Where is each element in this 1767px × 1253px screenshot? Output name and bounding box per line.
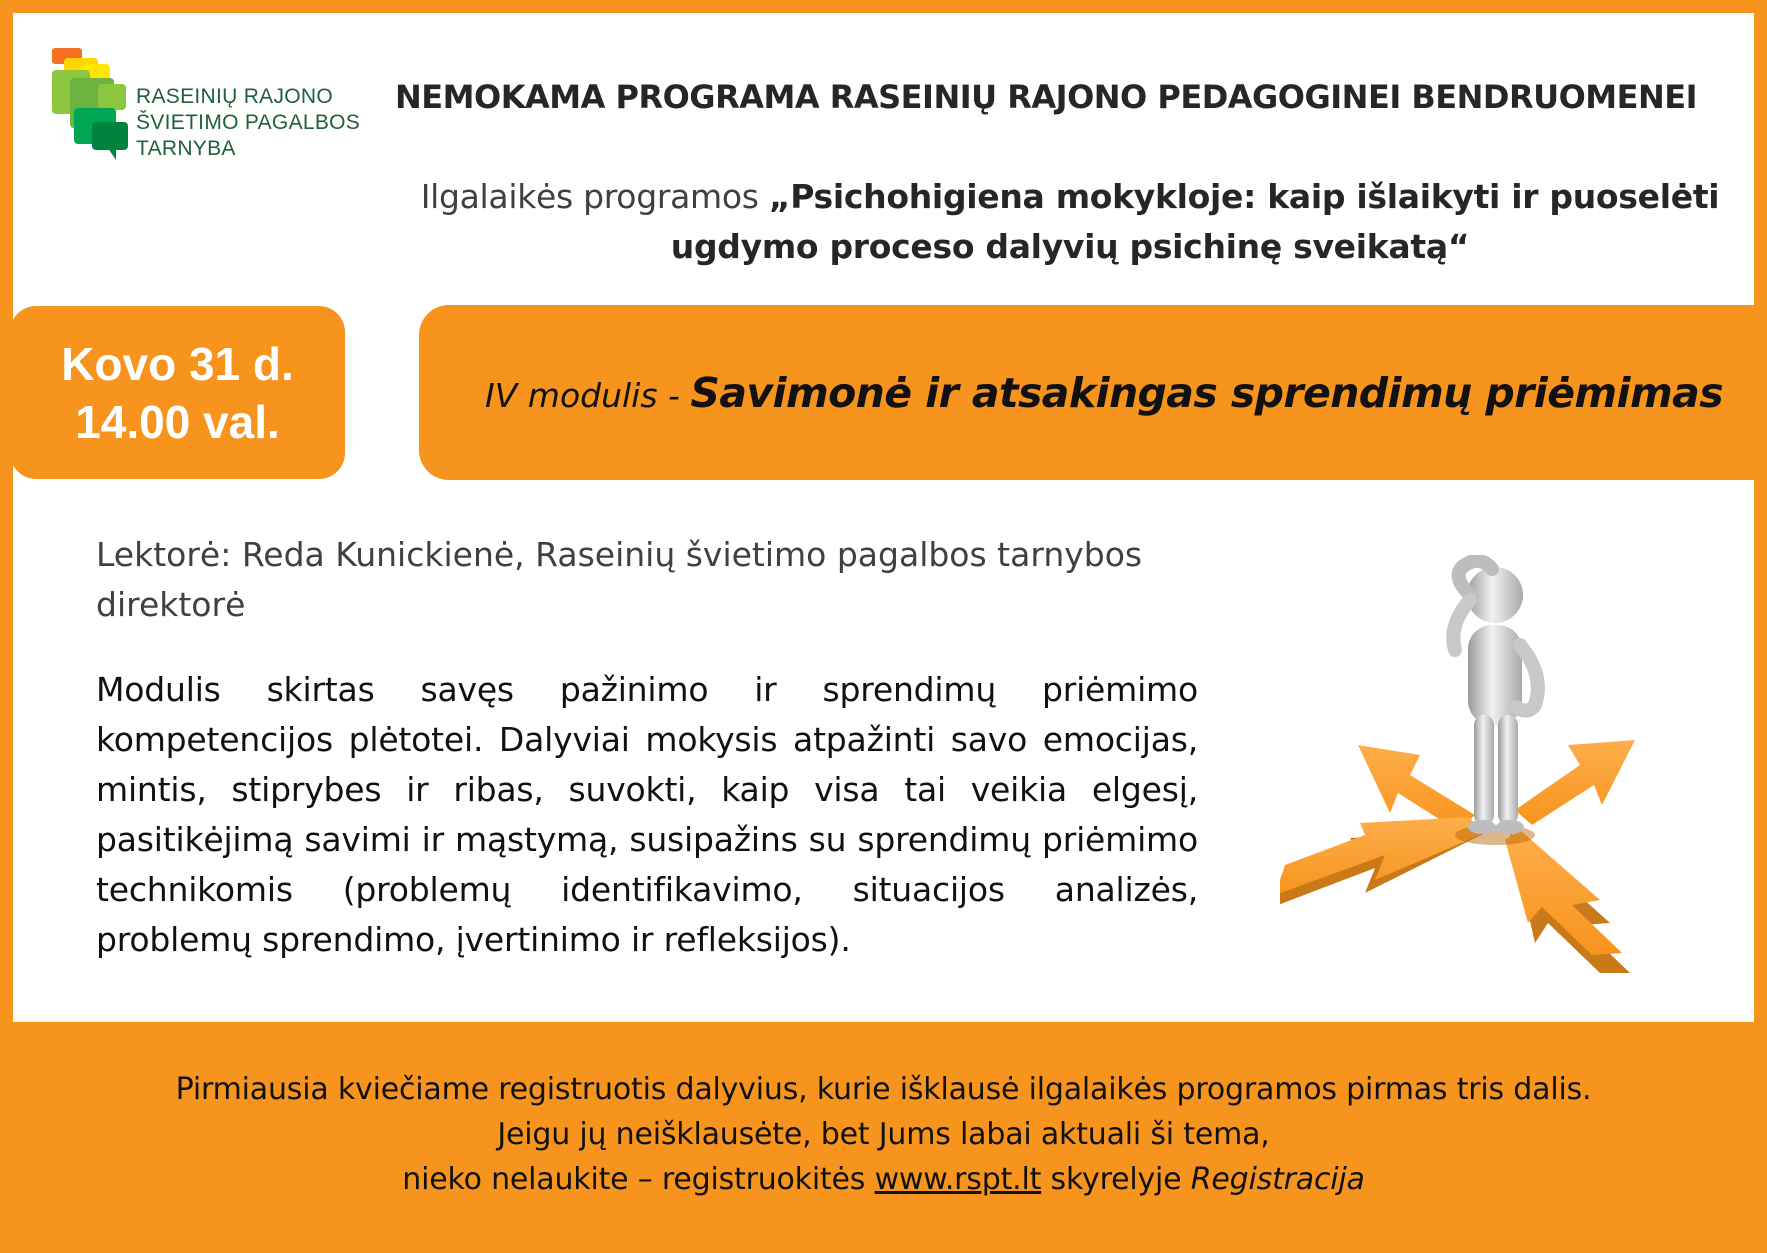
program-prefix: Ilgalaikės programos — [420, 177, 769, 216]
footer-line-3-prefix: nieko nelaukite – registruokitės — [402, 1162, 875, 1197]
logo-line-1: RASEINIŲ RAJONO — [136, 85, 334, 108]
program-title-part-1: „Psichohigiena mokykloje: kaip išlaikyti ir puoselėti — [768, 177, 1720, 216]
thinking-person-crossroads-illustration — [1280, 555, 1700, 975]
event-time: 14.00 val. — [75, 395, 280, 448]
footer-line-3-middle: skyrelyje — [1041, 1162, 1191, 1197]
program-title — [420, 172, 1720, 272]
logo-line-2: ŠVIETIMO PAGALBOS — [136, 111, 361, 134]
footer-line-1: Pirmiausia kviečiame registruotis dalyvius, kurie išklausė ilgalaikės programos pirmas tris dalis. — [175, 1072, 1592, 1107]
footer-text — [0, 1067, 1767, 1202]
event-date-box — [10, 306, 345, 479]
program-title-part-2: ugdymo proceso dalyvių psichinę sveikatą“ — [670, 227, 1470, 266]
registration-section-name: Registracija — [1190, 1162, 1365, 1197]
footer-line-2: Jeigu jų neišklausėte, bet Jums labai aktuali ši tema, — [497, 1117, 1270, 1152]
page-headline: NEMOKAMA PROGRAMA RASEINIŲ RAJONO PEDAGOGINEI BENDRUOMENEI — [395, 78, 1698, 116]
event-date: Kovo 31 d. — [61, 337, 294, 390]
registration-website-link[interactable]: www.rspt.lt — [874, 1162, 1042, 1197]
module-prefix: IV modulis - — [485, 375, 691, 415]
logo-text — [136, 84, 360, 162]
module-banner — [419, 305, 1767, 480]
module-title: Savimonė ir atsakingas sprendimų priėmimas — [690, 368, 1723, 417]
module-description: Modulis skirtas savęs pažinimo ir sprendimų priėmimo kompetencijos plėtotei. Dalyviai mokysis atpažinti savo emocijas, mintis, stiprybes ir ribas, suvokti, kaip visa tai veikia elgesį, pasitikėjimą savimi ir mąstymą, susipažins su sprendimų priėmimo technikomis (problemų identifikavimo, situacijos analizės, problemų sprendimo, įvertinimo ir refleksijos). — [96, 670, 1198, 959]
lector-info: Lektorė: Reda Kunickienė, Raseinių švietimo pagalbos tarnybos direktorė — [96, 535, 1143, 624]
module-heading — [485, 369, 1723, 417]
footer-line-3 — [0, 1157, 1767, 1202]
footer-banner — [0, 1022, 1767, 1253]
logo-line-3: TARNYBA — [136, 137, 236, 160]
